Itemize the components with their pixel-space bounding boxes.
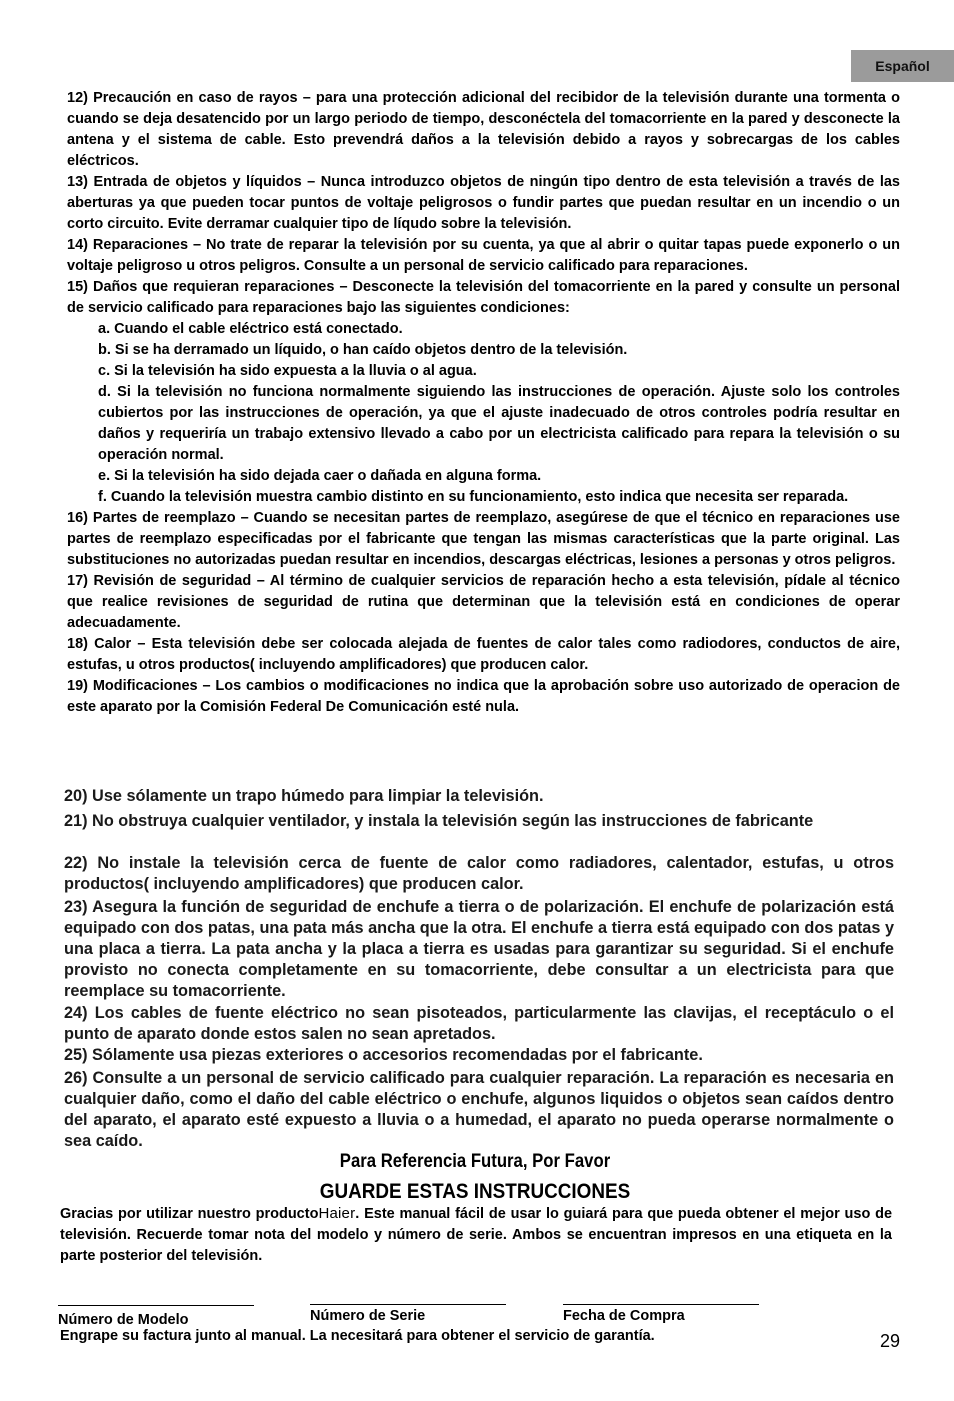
scanned-instruction-item bbox=[64, 897, 894, 1002]
instruction-subitem: f. Cuando la televisión muestra cambio distinto en su funcionamiento, esto indica que necesita ser reparada. bbox=[98, 489, 849, 505]
model-number-field bbox=[58, 1305, 254, 1328]
instruction-item: 15) Daños que requieran reparaciones – Desconecte la televisión del tomacorriente en la pared y consulte un personal de servicio calificado para reparaciones bajo las siguientes condiciones: bbox=[67, 279, 900, 316]
scanned-instruction-item bbox=[64, 1068, 894, 1152]
thanks-text-start: Gracias por utilizar nuestro producto bbox=[60, 1206, 319, 1222]
scanned-item-text: 25) Sólamente usa piezas exteriores o accesorios recomendadas por el fabricante. bbox=[64, 1046, 703, 1064]
instruction-item: 12) Precaución en caso de rayos – para una protección adicional del recibidor de la televisión durante una tormenta o cuando se deja desatencido por un largo periodo de tiempo, desconéctela del tomacorriente en la pared y desconecte la antena y el sistema de cable. Esto prevendrá daños a la televisión debido a rayos y sobrecargas de los cables eléctricos. bbox=[67, 90, 900, 169]
instruction-item: 17) Revisión de seguridad – Al término de cualquier servicios de reparación hecho a esta televisión, pídale al técnico que realice revisiones de seguridad de rutina que determinan que la televisión está en condiciones de operar adecuadamente. bbox=[67, 573, 900, 631]
instruction-item: 16) Partes de reemplazo – Cuando se necesitan partes de reemplazo, asegúrese de que el técnico en reparaciones use partes de reemplazo especificadas por el fabricante que tengan las mismas características que la parte original. Las substituciones no autorizadas puedan resultar en incendios, descargas eléctricas, lesiones a personas y otros peligros. bbox=[67, 510, 900, 568]
safety-instructions bbox=[67, 88, 900, 718]
scanned-instruction-item bbox=[64, 786, 894, 807]
thanks-paragraph bbox=[60, 1203, 892, 1267]
instruction-item: 18) Calor – Esta televisión debe ser colocada alejada de fuentes de calor tales como radiodores, conductos de aire, estufas, u otros productos( incluyendo amplificadores) que producen calor. bbox=[67, 636, 900, 673]
scanned-instruction-item bbox=[64, 1003, 894, 1045]
language-tab: Español bbox=[851, 50, 954, 82]
instruction-subitem: a. Cuando el cable eléctrico está conectado. bbox=[98, 321, 403, 337]
staple-note: Engrape su factura junto al manual. La necesitará para obtener el servicio de garantía. bbox=[60, 1328, 655, 1344]
save-instructions-heading: GUARDE ESTAS INSTRUCCIONES bbox=[319, 1180, 631, 1203]
serial-number-label: Número de Serie bbox=[310, 1308, 426, 1324]
scanned-item-text: 23) Asegura la función de seguridad de enchufe a tierra o de polarización. El enchufe de polarización está equipado con dos patas, una pata más ancha que la otra. El enchufe a tierra está equipado con dos patas y una placa a tierra. La pata ancha y la placa a tierra es usadas para garantizar su seguridad. Si el enchufe provisto no conecta completamente en su tomacorriente, debe consultar a un electricista para que reemplace su tomacorriente. bbox=[64, 898, 894, 1000]
scanned-item-text: 22) No instale la televisión cerca de fuente de calor como radiadores, calentador, estufas, u otros productos( incluyendo amplificadores) que producen calor. bbox=[64, 854, 894, 893]
reference-heading: Para Referencia Futura, Por Favor bbox=[339, 1151, 611, 1172]
scanned-instruction-item bbox=[64, 811, 894, 832]
instruction-item: 19) Modificaciones – Los cambios o modificaciones no indica que la aprobación sobre uso autorizado de operacion de este aparato por la Comisión Federal De Comunicación esté nula. bbox=[67, 678, 900, 715]
brand-name: Haier bbox=[318, 1205, 356, 1222]
instruction-subitem: e. Si la televisión ha sido dejada caer o dañada en alguna forma. bbox=[98, 468, 542, 484]
serial-number-line bbox=[310, 1304, 506, 1305]
model-number-label: Número de Modelo bbox=[58, 1312, 189, 1328]
scanned-item-text: 26) Consulte a un personal de servicio calificado para cualquier reparación. La reparación es necesaria en cualquier daño, como el daño del cable eléctrico o enchufe, algunos liquidos o objetos sean caídos dentro del aparato, el aparato esté expuesto a lluvia o a humedad, el aparato no pueda operarse normalmente o sea caído. bbox=[64, 1069, 894, 1150]
page-number: 29 bbox=[880, 1331, 901, 1351]
scanned-instruction-item bbox=[64, 1045, 894, 1066]
scanned-item-text: 20) Use sólamente un trapo húmedo para limpiar la televisión. bbox=[64, 787, 544, 805]
instruction-subitem: d. Si la televisión no funciona normalmente siguiendo las instrucciones de operación. Ajuste solo los controles cubiertos por las instrucciones de operación, ya que el ajuste inadecuado de otros controles podría resultar en daños y requeriría un trabajo extensivo llevado a cabo por un electricista calificado para repara la televisión o su operación normal. bbox=[98, 384, 900, 463]
instruction-item: 13) Entrada de objetos y líquidos – Nunca introduzco objetos de ningún tipo dentro de esta televisión a través de las aberturas ya que pueden tocar puntos de voltaje peligrosos o fundir partes que puedan resultar en un incendio o un corto circuito. Evite derramar cualquier tipo de líqudo sobre la televisión. bbox=[67, 174, 900, 232]
thanks-text-end: . Este manual fácil de usar lo guiará para que pueda obtener el mejor uso de televisión. Recuerde tomar nota del modelo y número de serie. Ambos se encuentran impresos en una etiqueta en la parte posterior del televisión. bbox=[60, 1206, 893, 1264]
scanned-item-text: 24) Los cables de fuente eléctrico no sean pisoteados, particularmente las clavijas, el receptáculo o el punto de aparato donde estos salen no sean apretados. bbox=[64, 1004, 894, 1043]
purchase-date-field bbox=[563, 1304, 759, 1324]
scanned-item-text: 21) No obstruya cualquier ventilador, y instala la televisión según las instrucciones de fabricante bbox=[64, 812, 814, 830]
instruction-item: 14) Reparaciones – No trate de reparar la televisión por su cuenta, ya que al abrir o quitar tapas puede exponerlo o un voltaje peligroso u otros peligros. Consulte a un personal de servicio calificado para reparaciones. bbox=[67, 237, 900, 274]
scanned-instruction-item bbox=[64, 853, 894, 895]
purchase-date-label: Fecha de Compra bbox=[563, 1308, 685, 1324]
serial-number-field bbox=[310, 1304, 506, 1324]
model-number-line bbox=[58, 1305, 254, 1306]
instruction-subitem: c. Si la televisión ha sido expuesta a la lluvia o al agua. bbox=[98, 363, 477, 379]
instruction-subitem: b. Si se ha derramado un líquido, o han caído objetos dentro de la televisión. bbox=[98, 342, 628, 358]
purchase-date-line bbox=[563, 1304, 759, 1305]
